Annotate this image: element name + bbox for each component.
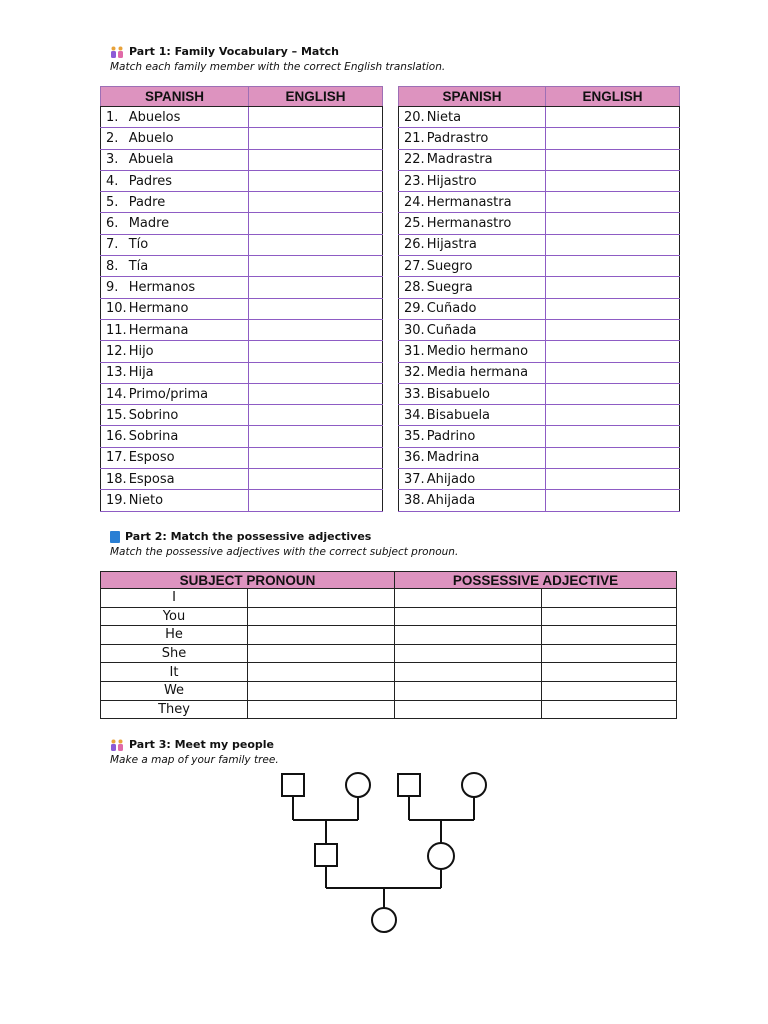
item-number: 5. (101, 192, 127, 213)
item-number: 11. (101, 319, 127, 340)
spanish-word: Esposa (127, 469, 249, 490)
spanish-column-header: SPANISH (101, 87, 249, 107)
spanish-word: Hermana (127, 319, 249, 340)
item-number: 3. (101, 149, 127, 170)
spanish-word: Hijastra (425, 234, 546, 255)
item-number: 18. (101, 469, 127, 490)
item-number: 34. (399, 405, 425, 426)
spanish-word: Bisabuelo (425, 383, 546, 404)
father-square (315, 844, 337, 866)
spanish-word: Tío (127, 234, 249, 255)
spanish-word: Esposo (127, 447, 249, 468)
spanish-word: Ahijada (425, 490, 546, 511)
subject-pronoun: They (101, 700, 248, 719)
spanish-word: Hermanos (127, 277, 249, 298)
item-number: 31. (399, 341, 425, 362)
spanish-word: Ahijado (425, 469, 546, 490)
spanish-word: Padres (127, 170, 249, 191)
english-column-header: ENGLISH (249, 87, 383, 107)
item-number: 15. (101, 405, 127, 426)
part3-subtitle: Make a map of your family tree. (110, 754, 279, 766)
item-number: 1. (101, 107, 127, 128)
item-number: 27. (399, 256, 425, 277)
grandmother-circle (346, 773, 370, 797)
subject-pronoun: We (101, 681, 248, 700)
part1-subtitle: Match each family member with the correct English translation. (110, 61, 446, 73)
subject-pronoun: He (101, 626, 248, 645)
spanish-word: Cuñado (425, 298, 546, 319)
part2-title: Part 2: Match the possessive adjectives (125, 530, 372, 543)
part3-title: Part 3: Meet my people (129, 738, 274, 751)
spanish-column-header: SPANISH (399, 87, 546, 107)
spanish-word: Abuelo (127, 128, 249, 149)
item-number: 17. (101, 447, 127, 468)
spanish-word: Madre (127, 213, 249, 234)
spanish-word: Media hermana (425, 362, 546, 383)
grandmother-circle (462, 773, 486, 797)
spanish-word: Nieto (127, 490, 249, 511)
spanish-word: Hermanastra (425, 192, 546, 213)
item-number: 37. (399, 469, 425, 490)
spanish-word: Primo/prima (127, 383, 249, 404)
item-number: 35. (399, 426, 425, 447)
item-number: 2. (101, 128, 127, 149)
spanish-word: Hija (127, 362, 249, 383)
item-number: 38. (399, 490, 425, 511)
subject-pronoun: She (101, 644, 248, 663)
spanish-word: Sobrina (127, 426, 249, 447)
item-number: 21. (399, 128, 425, 149)
item-number: 22. (399, 149, 425, 170)
spanish-word: Madrina (425, 447, 546, 468)
item-number: 32. (399, 362, 425, 383)
item-number: 13. (101, 362, 127, 383)
possessive-adjective-header: POSSESSIVE ADJECTIVE (395, 572, 677, 589)
grandfather-square (282, 774, 304, 796)
spanish-word: Cuñada (425, 319, 546, 340)
spanish-word: Padrastro (425, 128, 546, 149)
spanish-word: Padre (127, 192, 249, 213)
spanish-word: Hermano (127, 298, 249, 319)
item-number: 25. (399, 213, 425, 234)
grandfather-square (398, 774, 420, 796)
spanish-word: Hijastro (425, 170, 546, 191)
item-number: 7. (101, 234, 127, 255)
subject-pronoun: It (101, 663, 248, 682)
item-number: 14. (101, 383, 127, 404)
item-number: 33. (399, 383, 425, 404)
item-number: 23. (399, 170, 425, 191)
spanish-word: Suegro (425, 256, 546, 277)
item-number: 16. (101, 426, 127, 447)
spanish-word: Hermanastro (425, 213, 546, 234)
part2-subtitle: Match the possessive adjectives with the correct subject pronoun. (110, 546, 459, 558)
item-number: 12. (101, 341, 127, 362)
spanish-word: Madrastra (425, 149, 546, 170)
item-number: 20. (399, 107, 425, 128)
spanish-word: Sobrino (127, 405, 249, 426)
item-number: 36. (399, 447, 425, 468)
item-number: 10. (101, 298, 127, 319)
spanish-word: Abuela (127, 149, 249, 170)
item-number: 9. (101, 277, 127, 298)
item-number: 30. (399, 319, 425, 340)
item-number: 29. (399, 298, 425, 319)
spanish-word: Medio hermano (425, 341, 546, 362)
item-number: 24. (399, 192, 425, 213)
item-number: 4. (101, 170, 127, 191)
part1-title: Part 1: Family Vocabulary – Match (129, 45, 339, 58)
item-number: 8. (101, 256, 127, 277)
subject-pronoun: You (101, 607, 248, 626)
subject-pronoun: I (101, 589, 248, 608)
item-number: 19. (101, 490, 127, 511)
english-column-header: ENGLISH (546, 87, 680, 107)
spanish-word: Suegra (425, 277, 546, 298)
spanish-word: Tía (127, 256, 249, 277)
mother-circle (428, 843, 454, 869)
spanish-word: Hijo (127, 341, 249, 362)
spanish-word: Nieta (425, 107, 546, 128)
item-number: 28. (399, 277, 425, 298)
item-number: 6. (101, 213, 127, 234)
spanish-word: Padrino (425, 426, 546, 447)
spanish-word: Abuelos (127, 107, 249, 128)
spanish-word: Bisabuela (425, 405, 546, 426)
child-circle (372, 908, 396, 932)
item-number: 26. (399, 234, 425, 255)
subject-pronoun-header: SUBJECT PRONOUN (101, 572, 395, 589)
